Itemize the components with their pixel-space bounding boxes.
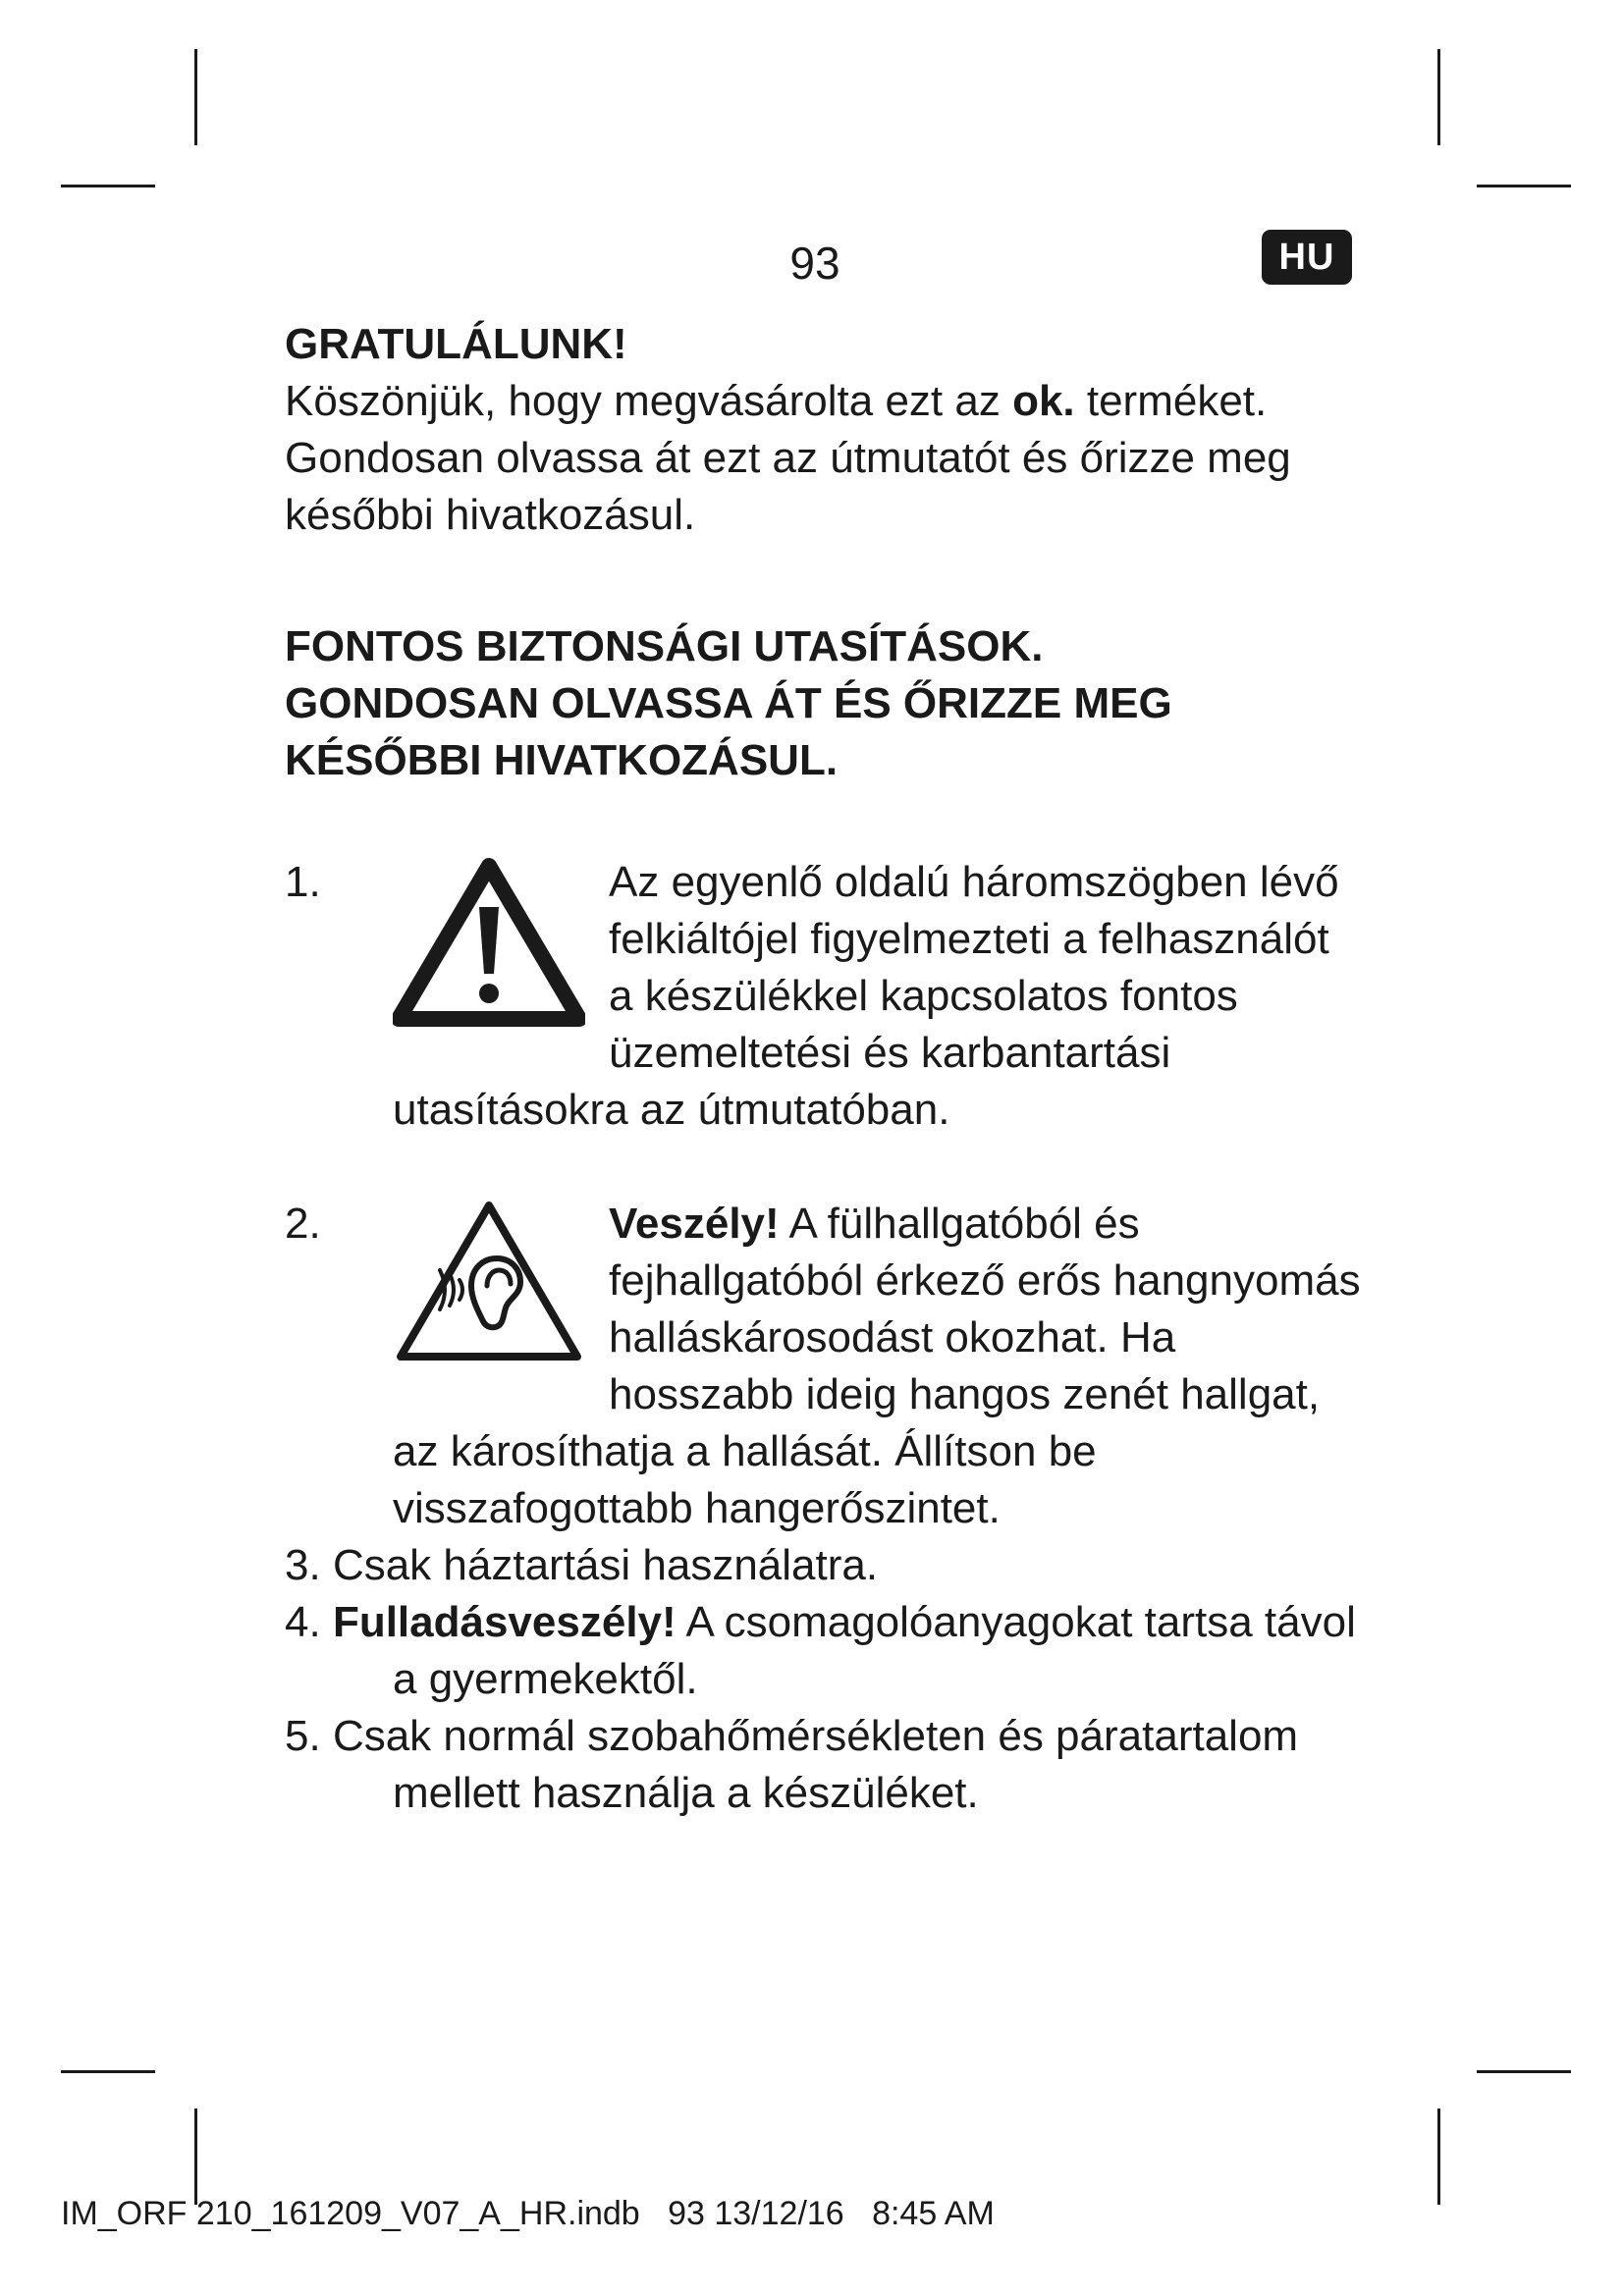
footer-date: 13/12/16 bbox=[714, 2195, 844, 2232]
footer-page: 93 bbox=[668, 2195, 705, 2232]
item-5-text: Csak normál szobahőmérsékleten és páratartalom mellett használja a készüléket. bbox=[332, 1712, 1299, 1817]
crop-mark-bottom-left-horizontal bbox=[61, 2070, 155, 2073]
item-number: 2. bbox=[285, 1200, 321, 1248]
safety-heading bbox=[285, 618, 1365, 789]
crop-mark-bottom-right-vertical bbox=[1437, 2109, 1440, 2205]
item-4-warning-label: Fulladásveszély! bbox=[332, 1598, 677, 1646]
footer-file: IM_ORF 210_161209_V07_A_HR.indb bbox=[61, 2195, 640, 2232]
print-slug-footer bbox=[61, 2191, 995, 2236]
item-number: 1. bbox=[285, 858, 321, 906]
item-4-text: A csomagolóanyagokat tartsa távol a gyermekektől. bbox=[393, 1598, 1356, 1703]
safety-item-3 bbox=[285, 1537, 1365, 1594]
item-3-text: Csak háztartási használatra. bbox=[332, 1541, 879, 1589]
crop-mark-top-right-horizontal bbox=[1477, 185, 1571, 187]
crop-mark-top-left-horizontal bbox=[61, 185, 155, 187]
crop-mark-top-right-vertical bbox=[1437, 49, 1440, 145]
safety-heading-line-2: GONDOSAN OLVASSA ÁT ÉS ŐRIZZE MEG bbox=[285, 679, 1172, 727]
item-2-warning-label: Veszély! bbox=[609, 1200, 780, 1248]
intro-paragraph bbox=[285, 373, 1365, 544]
footer-time: 8:45 AM bbox=[872, 2195, 995, 2232]
crop-mark-bottom-right-horizontal bbox=[1477, 2070, 1571, 2073]
intro-text-start: Köszönjük, hogy megvásárolta ezt az bbox=[285, 377, 1013, 425]
item-number: 4. bbox=[285, 1598, 321, 1646]
safety-item-2 bbox=[285, 1196, 1365, 1537]
safety-heading-line-3: KÉSŐBBI HIVATKOZÁSUL. bbox=[285, 736, 839, 784]
intro-text-end: terméket. Gondosan olvassa át ezt az útmutatót és őrizze meg későbbi hivatkozásul. bbox=[285, 377, 1291, 539]
safety-heading-line-1: FONTOS BIZTONSÁGI UTASÍTÁSOK. bbox=[285, 622, 1044, 670]
crop-mark-top-left-vertical bbox=[194, 49, 197, 145]
congratulations-heading: GRATULÁLUNK! bbox=[285, 320, 627, 368]
brand-name: ok. bbox=[1012, 377, 1075, 425]
manual-content bbox=[285, 316, 1365, 1822]
item-1-text: Az egyenlő oldalú háromszögben lévő felkiáltójel figyelmezteti a felhasználót a készülékkel kapcsolatos fontos üzemeltetési és karbantartási utasításokra az útmutatóban. bbox=[393, 858, 1339, 1134]
item-number: 3. bbox=[285, 1541, 321, 1589]
safety-item-1 bbox=[285, 854, 1365, 1139]
safety-item-4 bbox=[285, 1594, 1365, 1708]
language-badge: HU bbox=[1262, 230, 1352, 285]
warning-exclamation-icon bbox=[393, 858, 585, 1027]
hearing-damage-warning-icon bbox=[393, 1196, 585, 1364]
page-number: 93 bbox=[789, 238, 840, 289]
item-2-text: A fülhallgatóból és fejhallgatóból érkező erős hangnyomás halláskárosodást okozhat. Ha hosszabb ideig hangos zenét hallgat, az károsíthatja a hallását. Állítson be visszafogottabb hangerőszintet. bbox=[393, 1200, 1361, 1532]
item-number: 5. bbox=[285, 1712, 321, 1760]
safety-item-5 bbox=[285, 1708, 1365, 1822]
